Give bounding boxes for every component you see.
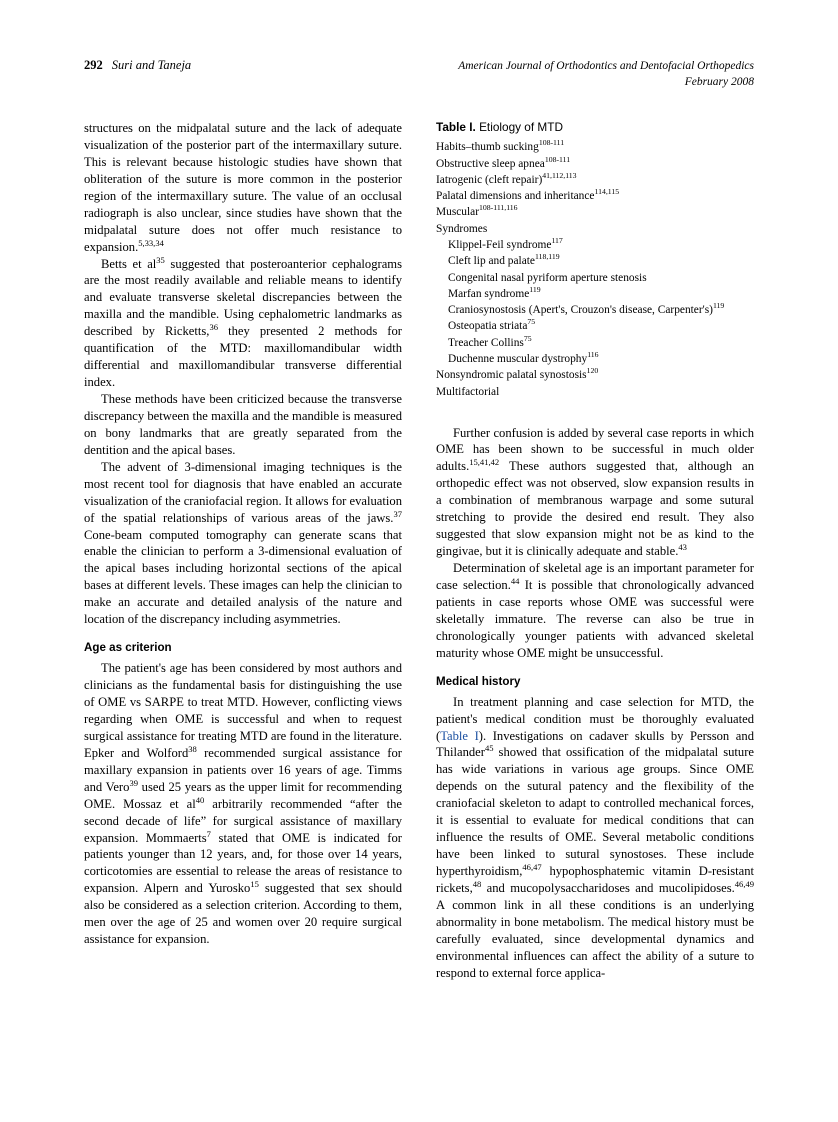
heading-medical-history: Medical history [436, 674, 521, 688]
issue-date: February 2008 [684, 76, 754, 89]
citation-superscript: 114,115 [594, 187, 620, 197]
running-authors: Suri and Taneja [111, 58, 192, 72]
right-column [436, 120, 754, 982]
paragraph-left-1: structures on the midpalatal suture and the lack of adequate visualization of the posterior part of the intermaxillary suture. This is relevant because histologic studies have shown that obliteration of the suture is more common in the posterior region of the intermaxillary suture. The value of an occlusal radiograph is also unclear, since studies have shown that the midpalatal suture does not offer much resistance to expansion.$^{5,33,34}$ [84, 121, 402, 254]
table-cell-etiology: Habits–thumb sucking$^{108-111}$ [436, 138, 565, 154]
table-cell-etiology: Multifactorial [436, 385, 500, 398]
citation-superscript: 15 [250, 879, 259, 890]
table-caption [436, 120, 754, 134]
table-cell-etiology: Klippel-Feil syndrome$^{117}$ [448, 236, 563, 251]
table-etiology-of-mtd [436, 120, 754, 401]
page-number: 292 [84, 58, 103, 72]
citation-superscript: 116 [587, 350, 599, 360]
paragraph-left-sect-1: The patient's age has been considered by most authors and clinicians as the fundamental basis for distinguishing the use of OME vs SARPE to treat MTD. However, conflicting views regarding when OME is successful and when to request surgical assistance for treating MTD are found in the literature. Epker and Wolford$^{38}$ recommended surgical assistance for maxillary expansion in patients over 16 years of age. Timms and Vero$^{39}$ used 25 years as the upper limit for recommending OME. Mossaz et $al^{40}$ arbitrarily recommended “after the second decade of life” for surgical assistance of maxillary expansion. Mommaerts$^7$ stated that OME is indicated for patients younger than 12 years, and, for those over 14 years, corticotomies are essential to release the areas of resistance to expansion. Alpern and Yurosko$^{15}$ suggested that sex should also be considered as a selection criterion. According to them, men over the age of 25 and women over 20 require surgical assistance for expansion. [84, 661, 402, 947]
etiology-table [436, 140, 754, 401]
table-cell-etiology: Craniosynostosis (Apert's, Crouzon's disease, Carpenter's)$^{119}$ [448, 301, 725, 317]
paragraph-right-sect-1: In treatment planning and case selection for MTD, the patient's medical condition must be thoroughly evaluated (Table I). Investigations on cadaver skulls by Persson and Thilander$^{45}$ showed that ossification of the midpalatal suture has wide variations in various age groups. Since OME depends on the sutural patency and the flexibility of the craniofacial skeleton to adapt to controlled mechanical forces, it is essential to evaluate for medical conditions that can influence the results of OME. Several metabolic conditions have been linked to sutural synostoses. These include hyperthyroidism,$^{46,47}$ hypophosphatemic vitamin D-resistant rickets,$^{48}$ and mucopolysaccharidoses and mucolipidoses.$^{46,49}$ A common link in all these conditions is an underlying abnormality in bone metabolism. The medical history must be carefully evaluated, since developmental dynamics and environmental influences can affect the ability of a suture to respond to external force applica- [436, 694, 754, 980]
table-cross-reference[interactable]: Table I [440, 728, 479, 743]
table-row [436, 156, 754, 172]
table-cell-etiology: Cleft lip and palate$^{118,119}$ [448, 252, 560, 268]
paragraph-right-1: Further confusion is added by several case reports in which OME has been shown to be successful in much older adults.$^{15,41,42}$ These authors suggested that, although an orthopedic effect was not observed, slow expansion results in a combination of membranous warpage and some sutural stretching to provide the desired end result. They also suggested that slow expansion might not be as kind to the gingivae, but it is clinically adequate and stable.$^{43}$ [436, 425, 754, 559]
table-row [436, 384, 754, 400]
citation-superscript: 43 [678, 541, 687, 552]
table-row [436, 287, 754, 303]
header-left [84, 58, 191, 73]
table-cell-etiology: Palatal dimensions and inheritance$^{114,115}$ [436, 187, 620, 203]
citation-superscript: 35 [156, 254, 165, 265]
citation-superscript: 37 [393, 508, 402, 519]
table-cell-etiology: Marfan syndrome$^{119}$ [448, 285, 541, 300]
citation-superscript: 15,41,42 [469, 457, 500, 468]
table-cell-etiology: Obstructive sleep apnea$^{108-111}$ [436, 154, 571, 170]
citation-superscript: 41,112,113 [542, 171, 577, 181]
table-row [436, 303, 754, 319]
citation-superscript: 5,33,34 [138, 237, 164, 248]
citation-superscript: 40 [195, 794, 205, 805]
citation-superscript: 117 [551, 236, 563, 246]
citation-superscript: 45 [484, 743, 494, 754]
citation-superscript: 118,119 [534, 252, 560, 262]
citation-superscript: 46,49 [734, 878, 754, 889]
table-label: Table I. [436, 120, 476, 134]
header-right [458, 58, 754, 91]
citation-superscript: 120 [586, 366, 599, 376]
paragraph-right-2: Determination of skeletal age is an important parameter for case selection.$^{44}$ It is possible that chronologically advanced patients in case reports whose OME was successful were skeletally immature. The reverse can also be true in chronologically younger patients with advanced skeletal maturity whose OME might be unsuccessful. [436, 561, 754, 660]
citation-superscript: 46,47 [522, 861, 542, 872]
table-row [436, 368, 754, 384]
citation-superscript: 108-111,116 [479, 203, 518, 213]
table-cell-etiology: Osteopatia striata$^{75}$ [448, 317, 536, 333]
citation-superscript: 39 [129, 777, 138, 788]
table-row [436, 205, 754, 221]
citation-superscript: 48 [472, 878, 482, 889]
table-cell-etiology: Iatrogenic (cleft repair)$^{41,112,113}$ [436, 171, 577, 186]
citation-superscript: 119 [529, 285, 541, 295]
table-row [436, 319, 754, 335]
citation-superscript: 38 [188, 743, 197, 754]
citation-superscript: 119 [712, 301, 725, 311]
paragraph-left-3: These methods have been criticized because the transverse discrepancy between the maxilla and the mandible is measured on bony landmarks that are greatly separated from the dentition and the apical bases. [84, 392, 402, 457]
citation-superscript: 36 [209, 322, 218, 333]
table-cell-etiology: Syndromes [436, 222, 488, 235]
table-cell-etiology: Muscular$^{108-111,116}$ [436, 203, 518, 219]
page-header [84, 58, 754, 91]
citation-superscript: 108-111 [538, 138, 565, 148]
citation-superscript: 44 [510, 575, 520, 586]
table-caption-text: Etiology of MTD [479, 120, 563, 134]
journal-name: American Journal of Orthodontics and Dentofacial Orthopedics [458, 60, 754, 72]
citation-superscript: 75 [523, 333, 532, 343]
article-body [84, 120, 754, 1080]
citation-superscript: 108-111 [544, 154, 571, 164]
table-row [436, 221, 754, 237]
table-cell-etiology: Treacher Collins$^{75}$ [448, 333, 532, 349]
table-cell-etiology: Congenital nasal pyriform aperture stenosis [448, 271, 647, 284]
paragraph-left-2: Betts et $al^{35}$ suggested that posteroanterior cephalograms are the most readily available and reliable means to identify and evaluate transverse skeletal discrepancies between the maxilla and the mandible. Using cephalometric landmarks as described by Ricketts,$^{36}$ they presented 2 methods for quantification of the MTD: maxillomandibular width differential and maxillomandibular transverse differential index. [84, 254, 402, 390]
citation-superscript: 7 [206, 828, 211, 839]
table-row [436, 270, 754, 286]
paragraph-left-4: The advent of 3-dimensional imaging techniques is the most recent tool for diagnosis that have enabled an accurate visualization of the craniofacial region. It allows for evaluation of the spatial relationships of various areas of the jaws.$^{37}$ Cone-beam computed tomography can generate scans that enable the clinician to perform a 3-dimensional evaluation of the apical bases including horizontal sections of the apical bases at different levels. These images can help the clinician to make an accurate and detailed analysis of the nature and location of the discrepancy including asymmetries. [84, 459, 402, 627]
table-cell-etiology: Nonsyndromic palatal synostosis$^{120}$ [436, 366, 599, 382]
table-row [436, 238, 754, 254]
citation-superscript: 75 [527, 317, 536, 327]
left-column [84, 120, 402, 948]
table-row [436, 140, 754, 156]
table-cell-etiology: Duchenne muscular dystrophy$^{116}$ [448, 350, 599, 365]
table-row [436, 254, 754, 270]
heading-age-as-criterion: Age as criterion [84, 641, 172, 655]
